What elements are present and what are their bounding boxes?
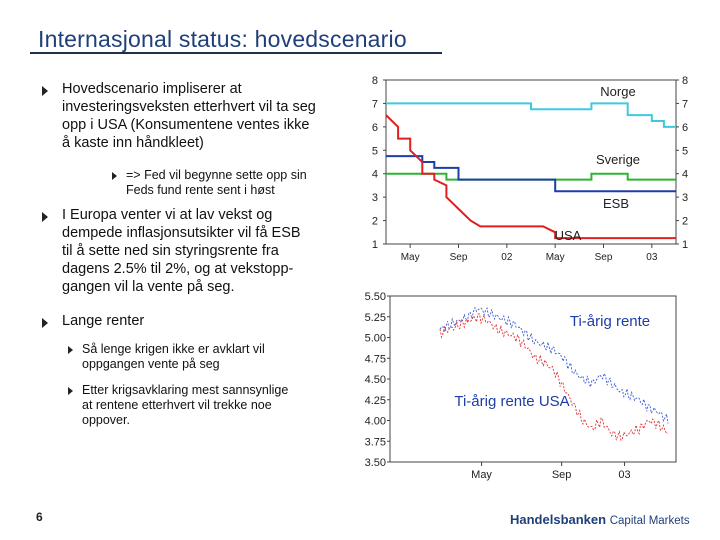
x-tick-label: Sep xyxy=(551,469,572,481)
y-tick-label: 3.50 xyxy=(364,457,386,469)
bullet-3-sub2-line: Etter krigsavklaring mest sannsynlige xyxy=(82,383,289,397)
bullet-3-sub2-text xyxy=(82,383,288,428)
ten-year-yield-chart xyxy=(338,288,678,488)
y-tick-label: 4.75 xyxy=(364,353,386,366)
x-tick-label: May xyxy=(471,469,492,481)
bullet-3-sub1-line: Så lenge krigen ikke er avklart vil xyxy=(82,342,265,356)
bullet-1-line: investeringsveksten etterhvert vil ta seg xyxy=(62,99,316,115)
bullet-1-sub-line: => Fed vil begynne sette opp sin xyxy=(126,168,307,182)
y-tick-label: 3 xyxy=(371,192,378,205)
x-tick-label: Sep xyxy=(594,252,613,263)
x-tick-label: May xyxy=(400,252,420,263)
bullet-3-sub2-line: oppover. xyxy=(82,413,130,427)
y-tick-label-right: 3 xyxy=(682,192,689,205)
bullet-2-line: til å sette ned sin styringsrente fra xyxy=(62,243,279,259)
x-tick-label: May xyxy=(545,252,565,263)
bullet-3-sub1-line: oppgangen vente på seg xyxy=(82,357,220,371)
y-tick-label: 5 xyxy=(371,145,378,158)
y-tick-label: 5.25 xyxy=(364,311,386,324)
policy-rate-chart xyxy=(358,68,698,268)
bullet-2-line: I Europa venter vi at lav vekst og xyxy=(62,207,273,223)
y-tick-label-right: 6 xyxy=(682,121,689,134)
y-tick-label: 6 xyxy=(371,121,378,134)
bullet-1-line: å kaste inn håndkleet) xyxy=(62,135,204,151)
bullet-1-text xyxy=(62,80,316,152)
y-tick-label-right: 2 xyxy=(682,215,689,228)
bullet-1-sub-text xyxy=(126,168,307,198)
bullet-3-sub1-text xyxy=(82,342,265,372)
page-number: 6 xyxy=(36,510,43,524)
bullet-2-line: dempede inflasjonsutsikter vil få ESB xyxy=(62,225,301,241)
series-line-ti-arig-rente-usa xyxy=(440,314,668,440)
series-line-norge xyxy=(386,103,676,127)
sub-bullet-arrow-icon xyxy=(112,172,117,180)
y-tick-label-right: 4 xyxy=(682,168,689,181)
bullet-2-text xyxy=(62,206,301,296)
y-tick-label: 8 xyxy=(371,75,378,87)
series-label: Ti-årig rente USA xyxy=(454,393,570,410)
bullet-2-line: gangen vil la vente på seg. xyxy=(62,279,235,295)
y-tick-label-right: 8 xyxy=(682,75,689,87)
x-tick-label: 03 xyxy=(618,469,631,481)
x-tick-label: 02 xyxy=(501,252,513,263)
x-tick-label: 03 xyxy=(646,252,658,263)
y-tick-label: 4.25 xyxy=(364,394,386,407)
y-tick-label: 2 xyxy=(371,215,378,228)
bullet-1-sub-line: Feds fund rente sent i høst xyxy=(126,183,275,197)
bullet-3-text xyxy=(62,312,144,330)
title-underline xyxy=(30,52,442,54)
series-line-usa xyxy=(386,115,676,238)
logo-sub: Capital Markets xyxy=(609,515,690,527)
sub-bullet-arrow-icon xyxy=(68,387,73,395)
y-tick-label: 4.50 xyxy=(364,374,386,386)
y-tick-label-right: 5 xyxy=(682,145,689,158)
y-tick-label: 4.00 xyxy=(364,415,386,428)
y-tick-label: 5.00 xyxy=(364,332,386,345)
series-label: ESB xyxy=(602,196,630,211)
y-tick-label-right: 1 xyxy=(682,239,689,251)
company-logo xyxy=(510,512,690,527)
series-label: USA xyxy=(554,228,582,243)
series-label: Ti-årig rente xyxy=(569,313,651,330)
y-tick-label: 4 xyxy=(371,168,378,181)
y-tick-label: 7 xyxy=(371,98,378,111)
y-tick-label: 5.50 xyxy=(364,291,386,303)
slide-title: Internasjonal status: hovedscenario xyxy=(38,26,407,52)
logo-main: Handelsbanken xyxy=(510,512,607,527)
bullet-3-line: Lange renter xyxy=(62,313,145,329)
bullet-arrow-icon xyxy=(42,318,48,328)
series-label: Norge xyxy=(600,84,636,99)
bullet-arrow-icon xyxy=(42,212,48,222)
x-tick-label: Sep xyxy=(449,252,468,263)
y-tick-label-right: 7 xyxy=(682,98,689,111)
series-label: Sverige xyxy=(595,152,641,167)
bullet-2-line: dagens 2.5% til 2%, og at vekstopp- xyxy=(62,261,294,277)
bullet-1-line: Hovedscenario impliserer at xyxy=(62,81,242,97)
bullet-arrow-icon xyxy=(42,86,48,96)
bullet-3-sub2-line: at rentene etterhvert vil trekke noe xyxy=(82,398,272,412)
bullet-1-line: opp i USA (Konsumentene ventes ikke xyxy=(62,117,310,133)
sub-bullet-arrow-icon xyxy=(68,346,73,354)
y-tick-label: 3.75 xyxy=(364,436,386,449)
y-tick-label: 1 xyxy=(371,239,378,251)
